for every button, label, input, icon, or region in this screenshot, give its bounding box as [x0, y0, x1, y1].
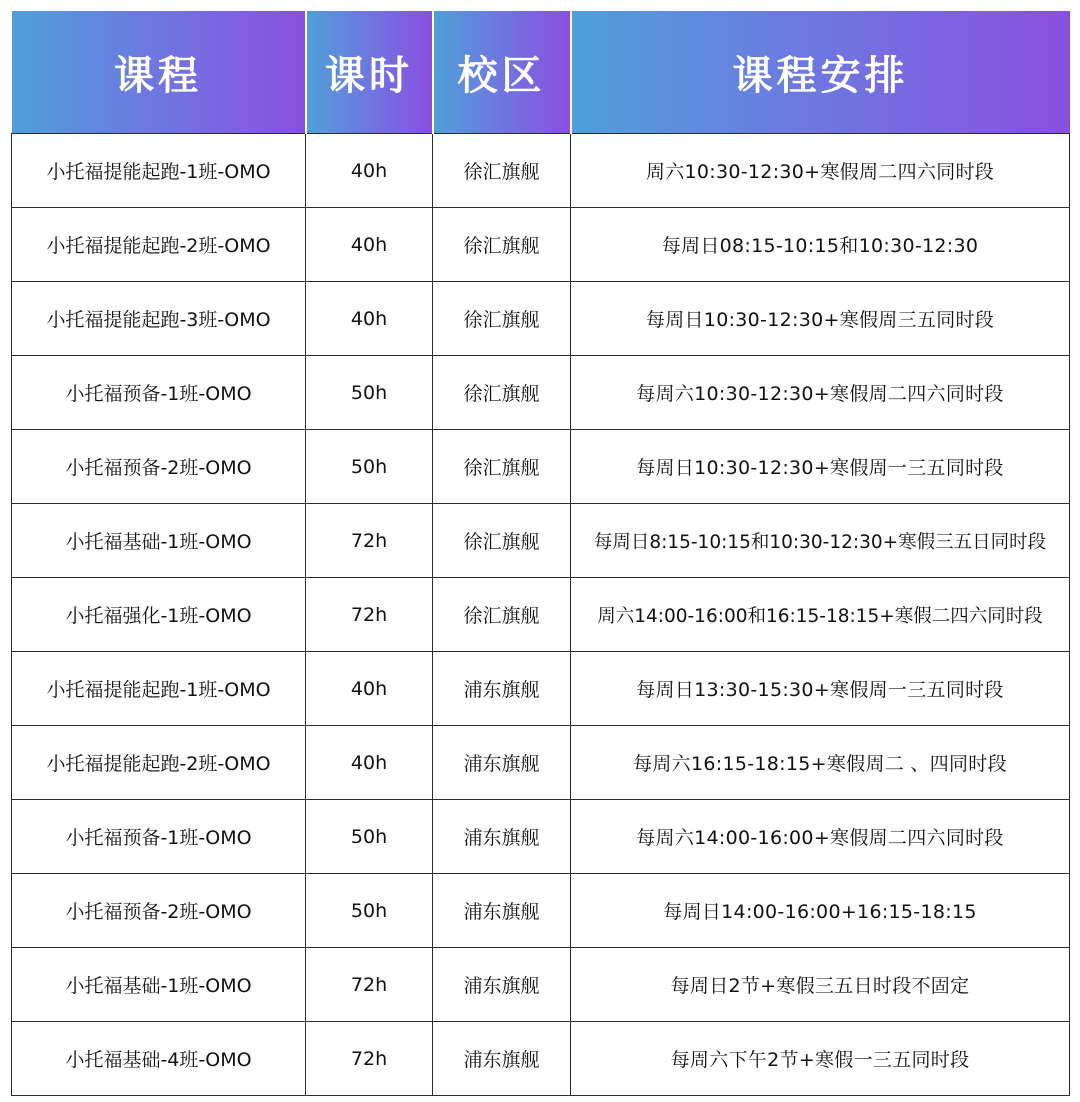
course-schedule-table	[11, 11, 1070, 1096]
schedule-cell: 每周六14:00-16:00+寒假周二四六同时段	[571, 800, 1070, 874]
schedule-cell: 每周六下午2节+寒假一三五同时段	[571, 1022, 1070, 1096]
table-body	[12, 134, 1070, 1096]
table-row	[12, 134, 1070, 208]
campus-cell: 徐汇旗舰	[433, 208, 571, 282]
table-row	[12, 430, 1070, 504]
table-header-row	[12, 11, 1070, 134]
course-name-cell: 小托福预备-2班-OMO	[12, 874, 306, 948]
campus-cell: 徐汇旗舰	[433, 504, 571, 578]
schedule-cell: 每周日2节+寒假三五日时段不固定	[571, 948, 1070, 1022]
course-hours-cell: 50h	[306, 430, 433, 504]
header-course: 课程	[12, 11, 306, 134]
course-name-cell: 小托福基础-1班-OMO	[12, 948, 306, 1022]
campus-cell: 浦东旗舰	[433, 652, 571, 726]
header-schedule: 课程安排	[571, 11, 1070, 134]
campus-cell: 徐汇旗舰	[433, 578, 571, 652]
table-row	[12, 874, 1070, 948]
course-hours-cell: 40h	[306, 134, 433, 208]
table-row	[12, 504, 1070, 578]
header-campus: 校区	[433, 11, 571, 134]
course-name-cell: 小托福强化-1班-OMO	[12, 578, 306, 652]
schedule-cell: 每周六16:15-18:15+寒假周二 、四同时段	[571, 726, 1070, 800]
schedule-cell: 每周日10:30-12:30+寒假周三五同时段	[571, 282, 1070, 356]
schedule-cell: 每周六10:30-12:30+寒假周二四六同时段	[571, 356, 1070, 430]
course-name-cell: 小托福提能起跑-1班-OMO	[12, 134, 306, 208]
course-name-cell: 小托福提能起跑-2班-OMO	[12, 208, 306, 282]
schedule-cell: 每周日8:15-10:15和10:30-12:30+寒假三五日同时段	[571, 504, 1070, 578]
course-hours-cell: 72h	[306, 578, 433, 652]
campus-cell: 浦东旗舰	[433, 1022, 571, 1096]
campus-cell: 徐汇旗舰	[433, 134, 571, 208]
table-row	[12, 578, 1070, 652]
course-hours-cell: 72h	[306, 504, 433, 578]
campus-cell: 徐汇旗舰	[433, 356, 571, 430]
campus-cell: 徐汇旗舰	[433, 282, 571, 356]
course-hours-cell: 50h	[306, 874, 433, 948]
course-name-cell: 小托福提能起跑-1班-OMO	[12, 652, 306, 726]
course-hours-cell: 40h	[306, 208, 433, 282]
course-hours-cell: 40h	[306, 726, 433, 800]
schedule-cell: 每周日08:15-10:15和10:30-12:30	[571, 208, 1070, 282]
table-row	[12, 652, 1070, 726]
schedule-cell: 周六10:30-12:30+寒假周二四六同时段	[571, 134, 1070, 208]
table-row	[12, 948, 1070, 1022]
header-hours: 课时	[306, 11, 433, 134]
schedule-cell: 每周日10:30-12:30+寒假周一三五同时段	[571, 430, 1070, 504]
course-hours-cell: 50h	[306, 800, 433, 874]
campus-cell: 浦东旗舰	[433, 800, 571, 874]
course-name-cell: 小托福提能起跑-3班-OMO	[12, 282, 306, 356]
course-name-cell: 小托福基础-1班-OMO	[12, 504, 306, 578]
course-hours-cell: 72h	[306, 948, 433, 1022]
schedule-cell: 每周日13:30-15:30+寒假周一三五同时段	[571, 652, 1070, 726]
table-row	[12, 282, 1070, 356]
course-name-cell: 小托福预备-1班-OMO	[12, 800, 306, 874]
schedule-cell: 周六14:00-16:00和16:15-18:15+寒假二四六同时段	[571, 578, 1070, 652]
campus-cell: 徐汇旗舰	[433, 430, 571, 504]
course-hours-cell: 50h	[306, 356, 433, 430]
course-hours-cell: 40h	[306, 652, 433, 726]
course-name-cell: 小托福基础-4班-OMO	[12, 1022, 306, 1096]
table-row	[12, 800, 1070, 874]
campus-cell: 浦东旗舰	[433, 874, 571, 948]
campus-cell: 浦东旗舰	[433, 726, 571, 800]
table-row	[12, 356, 1070, 430]
schedule-table-wrapper	[11, 11, 1070, 1096]
campus-cell: 浦东旗舰	[433, 948, 571, 1022]
schedule-cell: 每周日14:00-16:00+16:15-18:15	[571, 874, 1070, 948]
table-row	[12, 208, 1070, 282]
course-hours-cell: 40h	[306, 282, 433, 356]
table-row	[12, 726, 1070, 800]
course-name-cell: 小托福预备-1班-OMO	[12, 356, 306, 430]
table-row	[12, 1022, 1070, 1096]
course-name-cell: 小托福预备-2班-OMO	[12, 430, 306, 504]
course-hours-cell: 72h	[306, 1022, 433, 1096]
course-name-cell: 小托福提能起跑-2班-OMO	[12, 726, 306, 800]
